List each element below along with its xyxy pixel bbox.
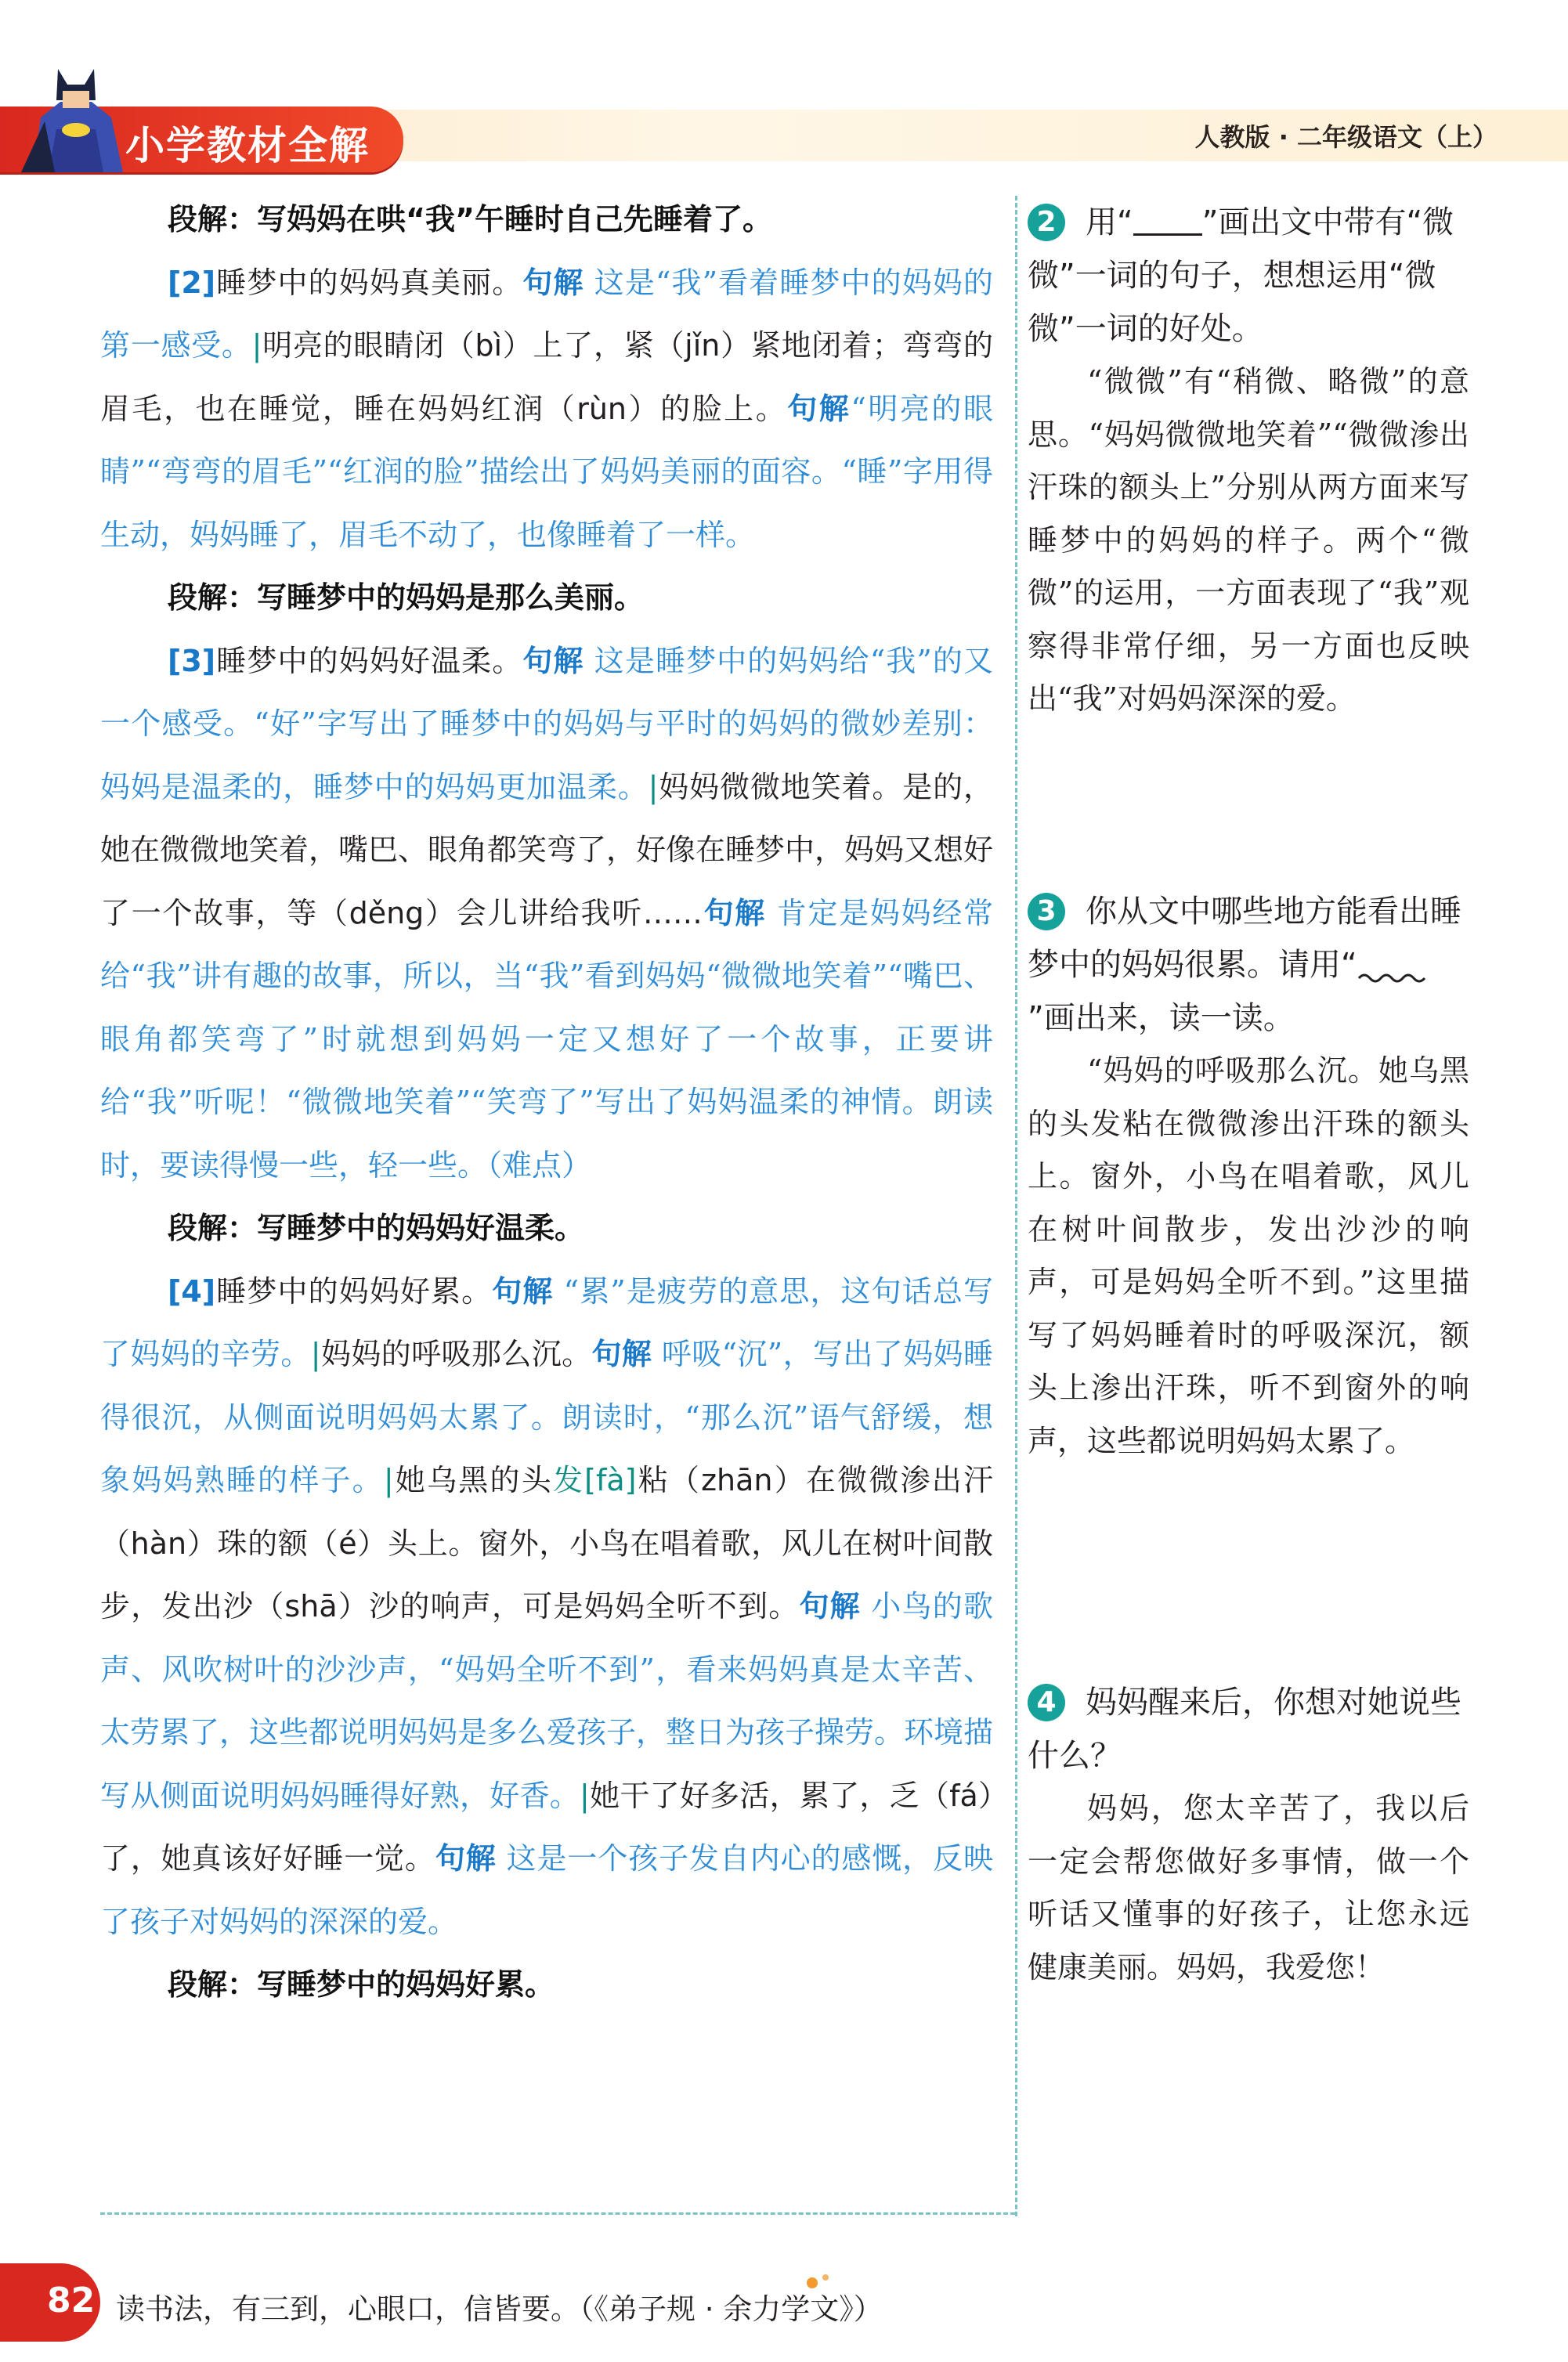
sentence-note: 小鸟的歌声、风吹树叶的沙沙声，“妈妈全听不到”，看来妈妈真是太辛苦、太劳累了，这些都说明妈妈是多么爱孩子，整日为孩子操劳。环境描写从侧面说明妈妈睡得好熟，好香。 [100, 1589, 994, 1813]
sentence-note-tag: 句解 [787, 391, 851, 426]
text: 她乌黑的头 [393, 1463, 553, 1497]
paragraph-summary: 段解：写妈妈在哄“我”午睡时自己先睡着了。 [168, 202, 772, 237]
sentence-note-tag: 句解 [522, 643, 584, 678]
sentence-note-tag: 句解 [522, 265, 584, 300]
sentence-note-tag: 句解 [799, 1589, 861, 1623]
question-number: 2 [1028, 204, 1065, 241]
paragraph-2 [100, 251, 993, 567]
question-2 [1028, 196, 1469, 726]
edition-label: 人教版 · 二年级语文（上） [1194, 122, 1498, 152]
sentence-note-tag: 句解 [435, 1841, 497, 1876]
question-text: 3 你从文中哪些地方能看出睡梦中的妈妈很累。请用“”画出来，读一读。 [1028, 894, 1461, 1036]
answer-text: “微微”有“稍微、略微”的意思。“妈妈微微地笑着”“微微渗出汗珠的额头上”分别从两方面来写睡梦中的妈妈的样子。两个“微微”的运用，一方面表现了“我”观察得非常仔细，另一方面也反映出“我”对妈妈深深的爱。 [1028, 364, 1469, 716]
page-number: 82 [47, 2281, 96, 2320]
highlighted-word: 发 [552, 1463, 585, 1497]
sentence-note: “累”是疲劳的意思，这句话总写了妈妈的辛劳。 [100, 1273, 993, 1371]
answer-text: “妈妈的呼吸那么沉。她乌黑的头发粘在微微渗出汗珠的额头上。窗外，小鸟在唱着歌，风儿在树叶间散步，发出沙沙的响声，可是妈妈全听不到。”这里描写了妈妈睡着时的呼吸深沉，额头上渗出汗珠，听不到窗外的响声，这些都说明妈妈太累了。 [1028, 1053, 1469, 1458]
paragraph-number: [2] [168, 265, 216, 300]
column-divider [1015, 196, 1017, 2216]
text: 她干了好多活，累了，乏（fá）了，她真该好好睡一觉。 [100, 1778, 993, 1876]
sentence-note-tag: 句解 [492, 1273, 554, 1309]
text: 明亮的眼睛闭（bì）上了，紧（jǐn）紧地闭着；弯弯的眉毛，也在睡觉，睡在妈妈红润（rùn）的脸上。 [100, 328, 993, 426]
series-title: 小学教材全解 [125, 123, 370, 168]
question-text: 2 用“ ”画出文中带有“微微”一词的句子，想想运用“微微”一词的好处。 [1028, 204, 1454, 347]
sentence-note: 这是睡梦中的妈妈给“我”的又一个感受。“好”字写出了睡梦中的妈妈与平时的妈妈的微妙差别：妈妈是温柔的，睡梦中的妈妈更加温柔。 [100, 643, 993, 804]
dot-icon [822, 2274, 829, 2281]
blank-line [1133, 207, 1202, 236]
separator: | [648, 769, 659, 804]
answer-text: 妈妈，您太辛苦了，我以后一定会帮您做好多事情，做一个听话又懂事的好孩子，让您永远健康美丽。妈妈，我爱您！ [1028, 1791, 1469, 1985]
separator: | [251, 328, 262, 363]
separator: | [310, 1337, 321, 1371]
pinyin: [fà] [584, 1463, 637, 1497]
question-number: 3 [1028, 893, 1065, 930]
paragraph-3 [100, 630, 993, 1197]
text: 妈妈的呼吸那么沉。 [320, 1337, 592, 1371]
paragraph-number: [4] [168, 1273, 216, 1309]
paragraph-number: [3] [168, 643, 216, 678]
sentence-note: “明亮的眼睛”“弯弯的眉毛”“红润的脸”描绘出了妈妈美丽的面容。“睡”字用得生动，妈妈睡了，眉毛不动了，也像睡着了一样。 [100, 391, 993, 552]
question-number: 4 [1028, 1684, 1065, 1721]
sentence-note-tag: 句解 [702, 895, 766, 930]
sentence-note: 呼吸“沉”，写出了妈妈睡得很沉，从侧面说明妈妈太累了。朗读时，“那么沉”语气舒缓，想象妈妈熟睡的样子。 [100, 1337, 993, 1497]
sentence-note: 肯定是妈妈经常给“我”讲有趣的故事，所以，当“我”看到妈妈“微微地笑着”“嘴巴、眼角都笑弯了”时就想到妈妈一定又想好了一个故事，正要讲给“我”听呢！“微微地笑着”“笑弯了”写出了妈妈温柔的神情。朗读时，要读得慢一些，轻一些。 [100, 895, 993, 1183]
main-text [100, 188, 993, 2017]
question-text: 4 妈妈醒来后，你想对她说些什么？ [1028, 1685, 1461, 1774]
paragraph-summary: 段解：写睡梦中的妈妈好累。 [168, 1967, 555, 2002]
sentence-note: 这是一个孩子发自内心的感慨，反映了孩子对妈妈的深深的爱。 [100, 1841, 993, 1939]
text: 睡梦中的妈妈好累。 [215, 1273, 493, 1309]
paragraph-summary: 段解：写睡梦中的妈妈好温柔。 [168, 1211, 585, 1245]
difficulty-tag: （难点） [487, 1147, 592, 1183]
question-3 [1028, 885, 1469, 1468]
bottom-divider [100, 2212, 1015, 2215]
sentence-note: 这是“我”看着睡梦中的妈妈的第一感受。 [100, 265, 993, 363]
sentence-note-tag: 句解 [591, 1337, 652, 1371]
paragraph-4 [100, 1260, 993, 1954]
separator: | [383, 1463, 394, 1497]
batman-mascot-icon [17, 55, 135, 172]
question-4 [1028, 1676, 1469, 1994]
dot-icon [807, 2277, 818, 2288]
wavy-line-icon [1357, 970, 1428, 986]
text: 睡梦中的妈妈好温柔。 [215, 643, 523, 678]
page-header [0, 0, 1568, 188]
text: 粘（zhān）在微微渗出汗（hàn）珠的额（é）头上。窗外，小鸟在唱着歌，风儿在树叶间散步，发出沙（shā）沙的响声，可是妈妈全听不到。 [100, 1463, 993, 1623]
footer-quote: 读书法，有三到，心眼口，信皆要。（《弟子规 · 余力学文》） [116, 2292, 883, 2326]
paragraph-summary: 段解：写睡梦中的妈妈是那么美丽。 [168, 580, 645, 615]
text: 睡梦中的妈妈真美丽。 [215, 265, 523, 300]
text: 妈妈微微地笑着。是的，她在微微地笑着，嘴巴、眼角都笑弯了，好像在睡梦中，妈妈又想好了一个故事，等（děng）会儿讲给我听…… [100, 769, 994, 930]
separator: | [580, 1778, 590, 1813]
